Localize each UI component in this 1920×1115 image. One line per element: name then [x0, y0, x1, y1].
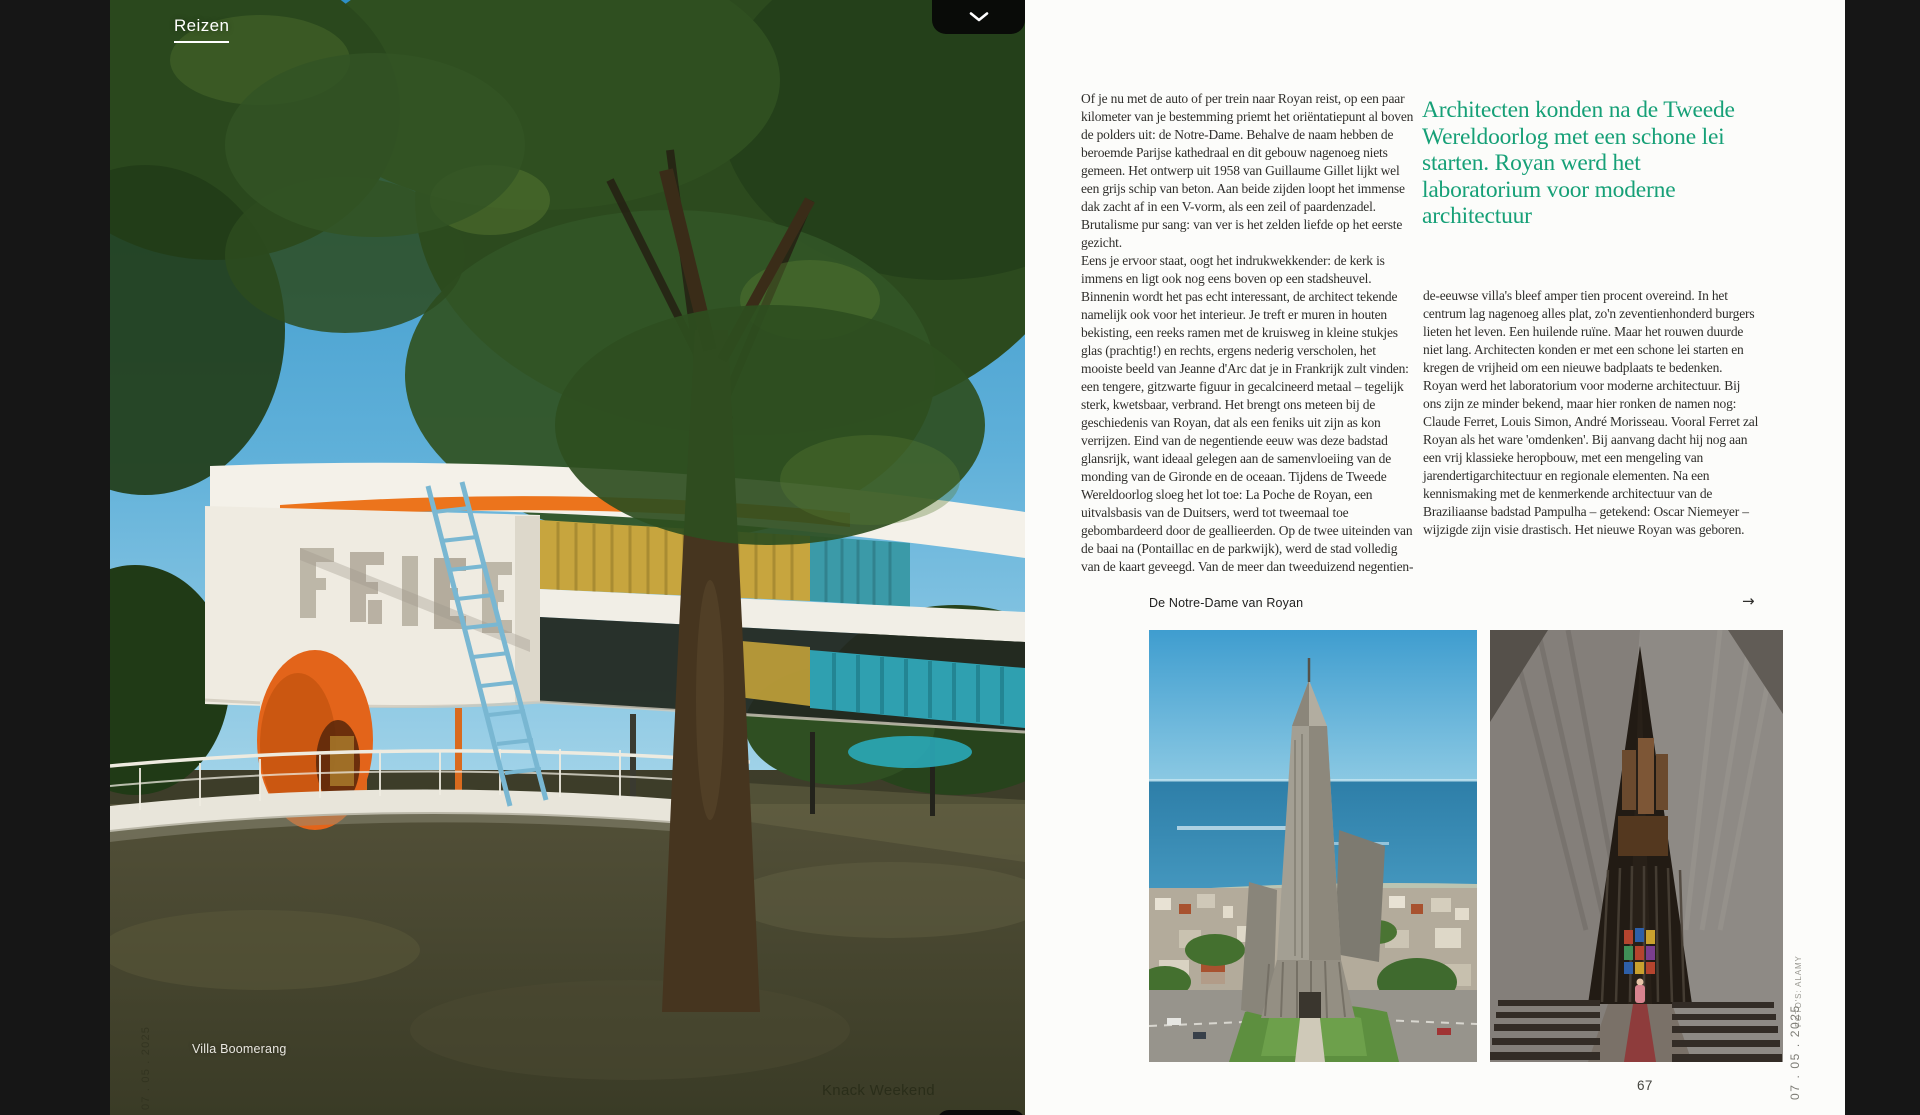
pull-quote: Architecten konden na de Tweede Wereldoorlog met een schone lei starten. Royan werd het laboratorium voor moderne architectuur — [1422, 97, 1735, 229]
magazine-page — [1025, 0, 1845, 1115]
photo-caption: De Notre-Dame van Royan — [1149, 596, 1304, 610]
photo-credit: FOTO'S: ALAMY — [1794, 955, 1803, 1027]
villa-caption: Villa Boomerang — [192, 1042, 287, 1056]
continuation-arrow-icon: → — [1742, 592, 1755, 610]
villa-photo-illustration — [110, 0, 1025, 1115]
chevron-down-icon — [969, 12, 989, 22]
aerial-photo-illustration — [1149, 630, 1477, 1062]
notre-dame-aerial-photo — [1149, 630, 1477, 1062]
villa-boomerang-photo — [110, 0, 1025, 1115]
article-paragraph: de-eeuwse villa's bleef amper tien procent overeind. In het centrum lag nagenoeg alles plat, zo'n zeventienhonderd burgers lieten het leven. Een huilende ruïne. Maar het rouwen duurde niet lang. Architecten konden er met een schone lei starten en kregen de vrijheid om een nieuwe badplaats te bedenken. Royan werd het laboratorium voor moderne architectuur. Bij ons zijn ze minder bekend, maar hier ronken de namen nog: Claude Ferret, Louis Simon, André Morisseau. Vooral Ferret zal Royan als het ware 'omdenken'. Bij aanvang dacht hij nog aan een vrij klassieke heropbouw, met een mengeling van jarendertigarchitectuur en regionale elementen. Na een kennismaking met de kenmerkende architectuur van de Braziliaanse badstad Pampulha – getekend: Oscar Niemeyer – wijzigde zijn visie drastisch. Het nieuwe Royan was geboren. — [1423, 288, 1759, 537]
collapse-chevron-button[interactable] — [932, 0, 1025, 34]
page-number: 67 — [1637, 1078, 1653, 1093]
section-label: Reizen — [174, 16, 229, 43]
notre-dame-interior-photo — [1490, 630, 1783, 1062]
article-column-1 — [1081, 90, 1417, 576]
article-paragraph: Of je nu met de auto of per trein naar Royan reist, op een paar kilometer van je bestemming priemt het oriëntatiepunt al boven de polders uit: de Notre-Dame. Behalve de naam hebben de beroemde Parijse kathedraal en dit gebouw nagenoeg niets gemeen. Het ontwerp uit 1958 van Guillaume Gillet lijkt wel een grijs schip van beton. Aan beide zijden loopt het immense dak zacht af in een V-vorm, als een zeil of paardenzadel. Brutalisme pur sang: van ver is het zelden liefde op het eerste gezicht. — [1081, 91, 1414, 250]
magazine-watermark: Knack Weekend — [822, 1082, 935, 1099]
interior-photo-illustration — [1490, 630, 1783, 1062]
issue-date: 07 . 05 . 2025 — [1788, 1004, 1802, 1100]
article-column-2 — [1423, 287, 1759, 539]
article-paragraph: Eens je ervoor staat, oogt het indrukwekkender: de kerk is immens en ligt ook nog eens boven op een stadsheuvel. Binnenin wordt het pas echt interessant, de architect tekende namelijk ook voor het interieur. Je treft er muren in houten bekisting, een reeks ramen met de kruisweg in kleine stukjes glas (prachtig!) en rechts, ergens nederig verscholen, het mooiste beeld van Jeanne d'Arc dat je in Frankrijk zult vinden: een tengere, gitzwarte figuur in gecalcineerd metaal – tegelijk sterk, kwetsbaar, verbrand. Het brengt ons meteen bij de geschiedenis van Royan, dat als een feniks uit zijn as kon verrijzen. Eind van de negentiende eeuw was deze badstad glansrijk, want ideaal gelegen aan de samenvloeiing van de monding van de Gironde en de oceaan. Tijdens de Tweede Wereldoorlog sloeg het lot toe: La Poche de Royan, een uitvalsbasis van de Duitsers, werd tot tweemaal toe gebombardeerd door de geallieerden. Op de twee uiteinden van de baai na (Pontaillac en de parkwijk), werd de stad volledig van de kaart geveegd. Van de meer dan tweeduizend negentien- — [1081, 253, 1414, 574]
left-vertical-date: 07 . 05 . 2025 — [140, 1025, 152, 1110]
bottom-chevron-button[interactable] — [937, 1110, 1025, 1115]
